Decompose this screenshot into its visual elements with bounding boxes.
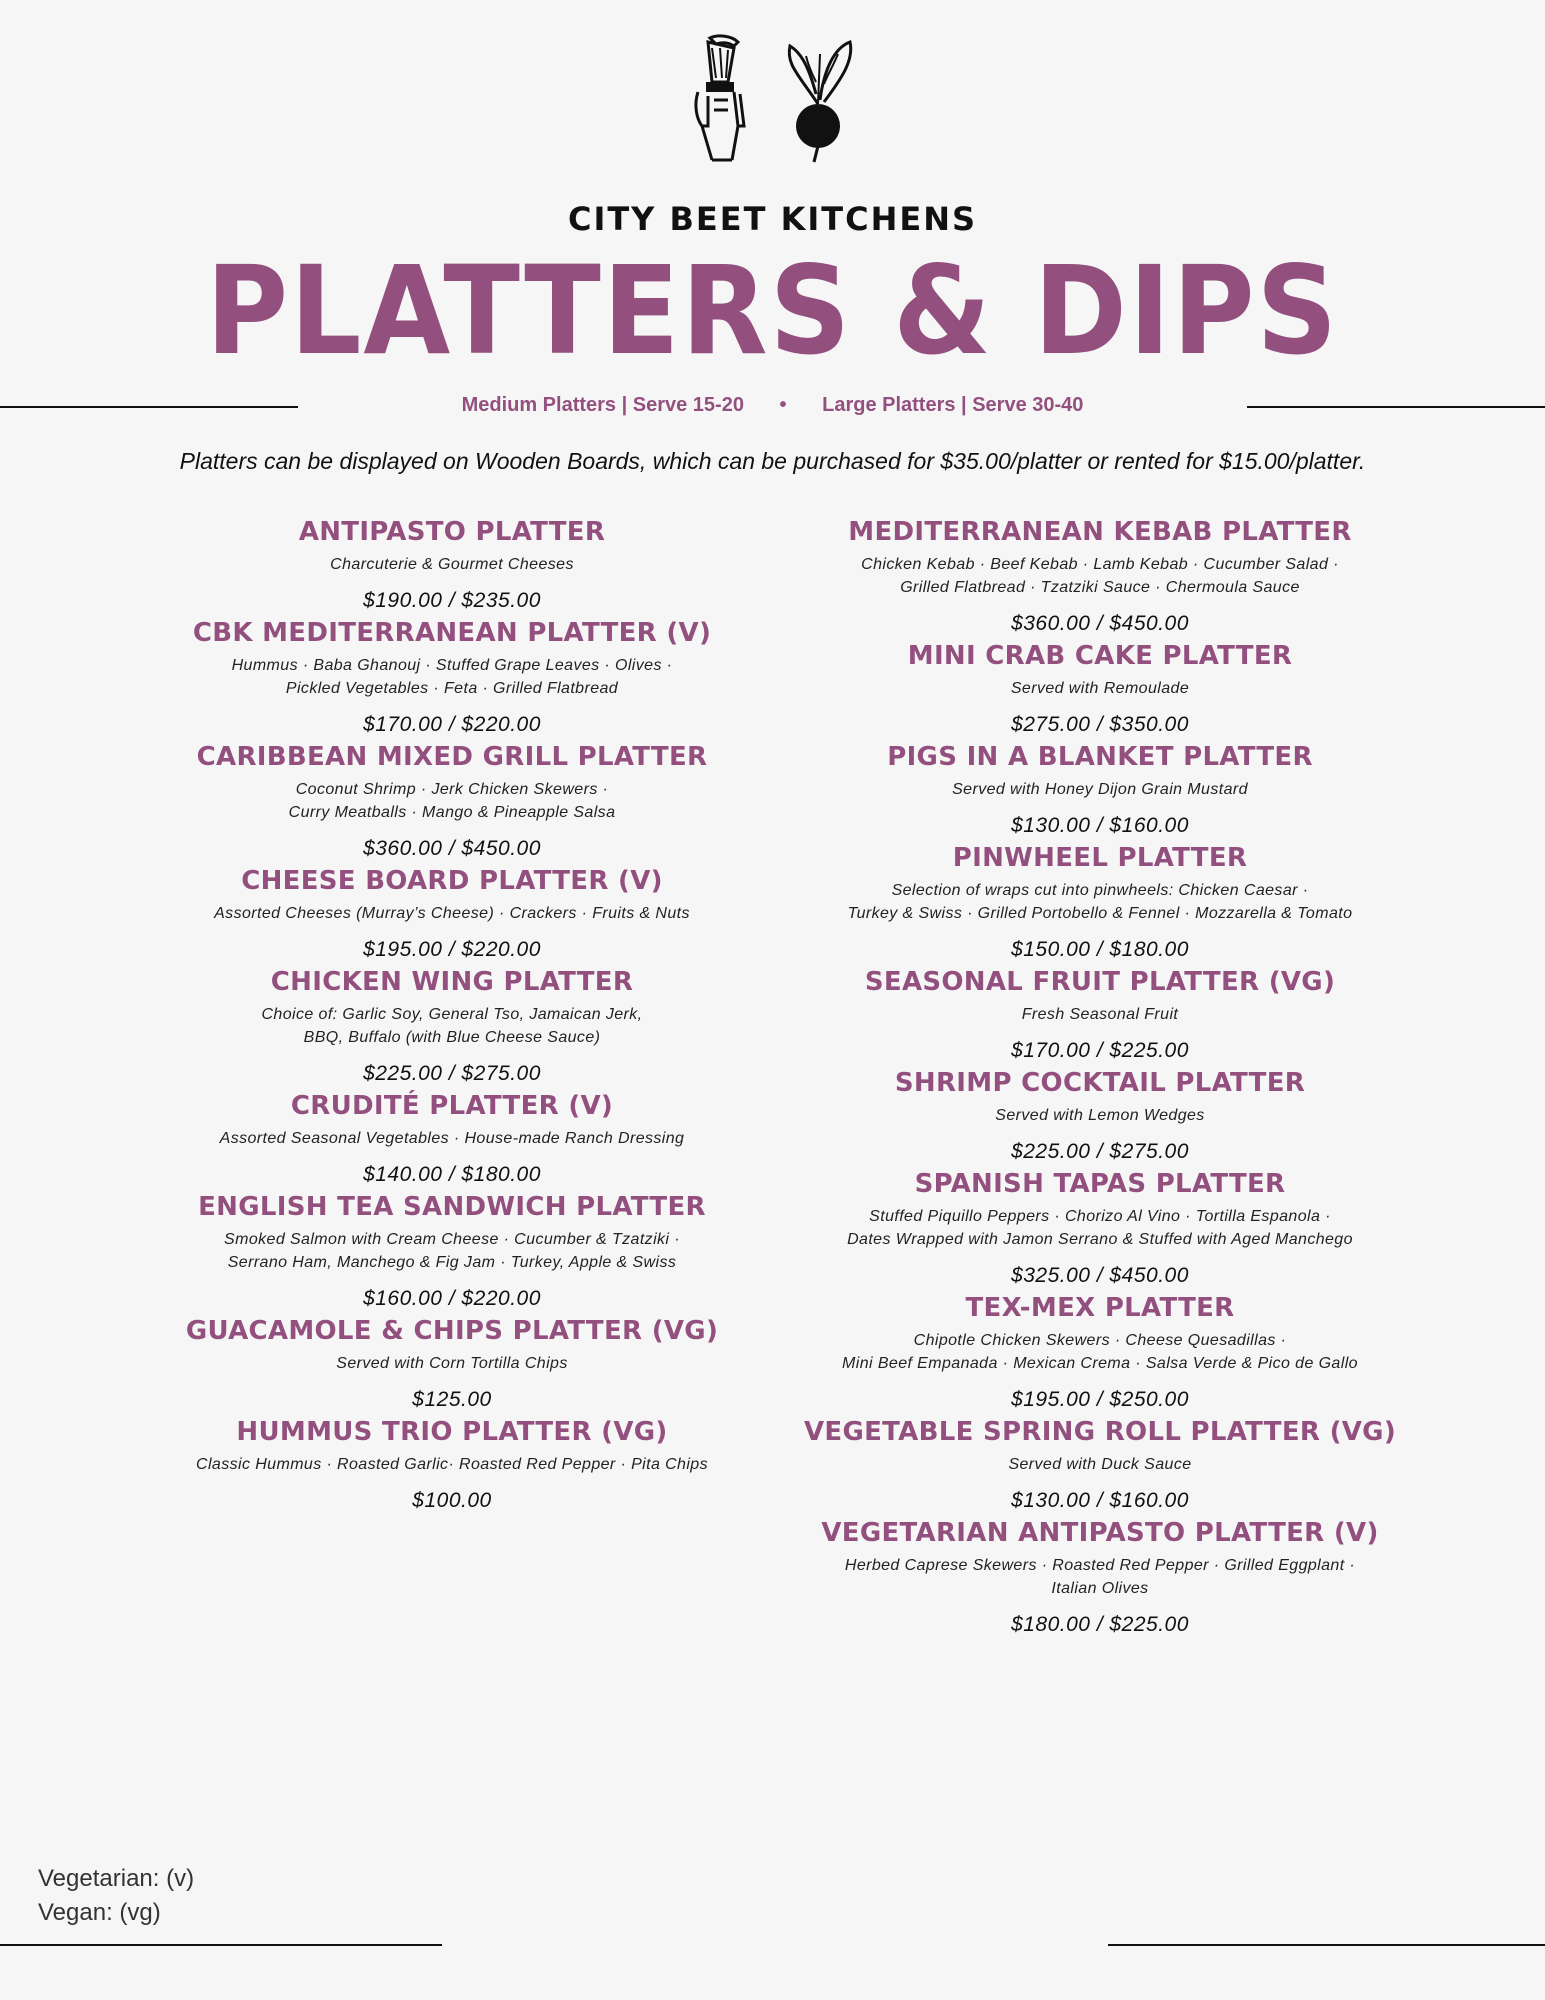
item-description xyxy=(770,778,1430,801)
beet-icon xyxy=(778,34,858,164)
item-description xyxy=(770,1104,1430,1127)
item-description-line: Curry Meatballs · Mango & Pineapple Salsa xyxy=(288,804,616,821)
item-description-line: Stuffed Piquillo Peppers · Chorizo Al Vino · Tortilla Espanola · xyxy=(869,1208,1331,1225)
page-title: PLATTERS & DIPS xyxy=(205,240,1340,382)
menu-item xyxy=(122,1190,782,1314)
item-price: $125.00 xyxy=(412,1388,492,1411)
menu-item xyxy=(770,1516,1430,1640)
item-name: HUMMUS TRIO PLATTER (VG) xyxy=(236,1417,668,1447)
serving-sizes xyxy=(0,394,1545,417)
item-description xyxy=(122,1003,782,1049)
item-description xyxy=(122,553,782,576)
item-description xyxy=(122,902,782,925)
menu-item xyxy=(122,1415,782,1516)
item-price: $360.00 / $450.00 xyxy=(363,837,541,860)
item-description-line: Herbed Caprese Skewers · Roasted Red Pepper · Grilled Eggplant · xyxy=(844,1557,1356,1574)
legend-vegetarian: Vegetarian: (v) xyxy=(38,1865,195,1892)
item-name: CBK MEDITERRANEAN PLATTER (V) xyxy=(192,618,712,648)
item-price: $275.00 / $350.00 xyxy=(1011,713,1189,736)
item-description-line: Classic Hummus · Roasted Garlic· Roasted Red Pepper · Pita Chips xyxy=(196,1456,708,1473)
item-description-line: Chipotle Chicken Skewers · Cheese Quesadillas · xyxy=(913,1332,1287,1349)
item-description-line: Selection of wraps cut into pinwheels: Chicken Caesar · xyxy=(891,882,1309,899)
item-description-line: Italian Olives xyxy=(1051,1580,1149,1597)
item-description xyxy=(122,778,782,824)
torch-hand-icon xyxy=(688,34,758,164)
legend-vegan: Vegan: (vg) xyxy=(38,1899,161,1926)
item-name: CHEESE BOARD PLATTER (V) xyxy=(241,866,663,896)
menu-item xyxy=(122,965,782,1089)
item-name: ENGLISH TEA SANDWICH PLATTER xyxy=(198,1192,706,1222)
item-description-line: Served with Remoulade xyxy=(1010,680,1190,697)
item-price: $225.00 / $275.00 xyxy=(363,1062,541,1085)
menu-item xyxy=(770,740,1430,841)
item-description-line: Smoked Salmon with Cream Cheese · Cucumber & Tzatziki · xyxy=(224,1231,680,1248)
item-description-line: Hummus · Baba Ghanouj · Stuffed Grape Leaves · Olives · xyxy=(231,657,673,674)
diet-legend xyxy=(38,1862,194,1930)
wooden-board-notice: Platters can be displayed on Wooden Boards, which can be purchased for $35.00/platter or rented for $15.00/platter. xyxy=(179,448,1366,474)
item-price: $150.00 / $180.00 xyxy=(1011,938,1189,961)
item-description xyxy=(122,1127,782,1150)
item-description xyxy=(770,553,1430,599)
medium-size: Medium Platters | Serve 15-20 xyxy=(461,394,744,416)
menu-item xyxy=(770,1066,1430,1167)
item-description-line: Mini Beef Empanada · Mexican Crema · Salsa Verde & Pico de Gallo xyxy=(842,1355,1358,1372)
item-description-line: Charcuterie & Gourmet Cheeses xyxy=(330,556,574,573)
item-description-line: Assorted Cheeses (Murray’s Cheese) · Crackers · Fruits & Nuts xyxy=(214,905,690,922)
item-description-line: Served with Lemon Wedges xyxy=(995,1107,1205,1124)
item-name: GUACAMOLE & CHIPS PLATTER (VG) xyxy=(185,1316,719,1346)
menu-column-right xyxy=(770,515,1430,1640)
item-price: $160.00 / $220.00 xyxy=(363,1287,541,1310)
menu-item xyxy=(122,515,782,616)
item-description xyxy=(122,1228,782,1274)
item-name: SEASONAL FRUIT PLATTER (VG) xyxy=(864,967,1336,997)
item-name: CRUDITÉ PLATTER (V) xyxy=(290,1091,614,1121)
menu-item xyxy=(770,1167,1430,1291)
item-description-line: Grilled Flatbread · Tzatziki Sauce · Chermoula Sauce xyxy=(900,579,1300,596)
large-size: Large Platters | Serve 30-40 xyxy=(822,394,1084,416)
item-price: $195.00 / $250.00 xyxy=(1011,1388,1189,1411)
item-name: PIGS IN A BLANKET PLATTER xyxy=(887,742,1313,772)
item-price: $225.00 / $275.00 xyxy=(1011,1140,1189,1163)
item-description xyxy=(122,1453,782,1476)
item-description xyxy=(770,1453,1430,1476)
item-price: $195.00 / $220.00 xyxy=(363,938,541,961)
item-description-line: Choice of: Garlic Soy, General Tso, Jamaican Jerk, xyxy=(261,1006,643,1023)
item-description xyxy=(770,677,1430,700)
item-price: $130.00 / $160.00 xyxy=(1011,1489,1189,1512)
item-description-line: Chicken Kebab · Beef Kebab · Lamb Kebab · Cucumber Salad · xyxy=(861,556,1339,573)
item-description xyxy=(770,1205,1430,1251)
menu-item xyxy=(122,740,782,864)
item-description-line: Fresh Seasonal Fruit xyxy=(1021,1006,1179,1023)
item-price: $190.00 / $235.00 xyxy=(363,589,541,612)
item-description-line: Served with Duck Sauce xyxy=(1008,1456,1192,1473)
menu-item xyxy=(122,1314,782,1415)
item-name: PINWHEEL PLATTER xyxy=(952,843,1248,873)
menu-item xyxy=(770,639,1430,740)
item-description-line: Served with Corn Tortilla Chips xyxy=(336,1355,568,1372)
divider-bottom-right xyxy=(1108,1944,1545,1946)
item-description xyxy=(770,879,1430,925)
item-description xyxy=(770,1329,1430,1375)
menu-item xyxy=(122,616,782,740)
item-name: VEGETABLE SPRING ROLL PLATTER (VG) xyxy=(803,1417,1396,1447)
menu-item xyxy=(122,1089,782,1190)
menu-item xyxy=(770,1415,1430,1516)
menu-item xyxy=(770,1291,1430,1415)
menu-item xyxy=(770,965,1430,1066)
item-description xyxy=(770,1554,1430,1600)
brand-name: CITY BEET KITCHENS xyxy=(567,200,978,238)
item-description-line: BBQ, Buffalo (with Blue Cheese Sauce) xyxy=(303,1029,601,1046)
menu-item xyxy=(770,841,1430,965)
item-name: MEDITERRANEAN KEBAB PLATTER xyxy=(848,517,1352,547)
item-price: $130.00 / $160.00 xyxy=(1011,814,1189,837)
item-price: $170.00 / $225.00 xyxy=(1011,1039,1189,1062)
item-name: CARIBBEAN MIXED GRILL PLATTER xyxy=(196,742,708,772)
menu-item xyxy=(122,864,782,965)
item-description-line: Served with Honey Dijon Grain Mustard xyxy=(952,781,1248,798)
item-description-line: Turkey & Swiss · Grilled Portobello & Fennel · Mozzarella & Tomato xyxy=(847,905,1353,922)
item-description xyxy=(122,654,782,700)
item-description-line: Serrano Ham, Manchego & Fig Jam · Turkey, Apple & Swiss xyxy=(227,1254,677,1271)
divider-bottom-left xyxy=(0,1944,442,1946)
item-price: $100.00 xyxy=(412,1489,492,1512)
item-description xyxy=(122,1352,782,1375)
item-price: $140.00 / $180.00 xyxy=(363,1163,541,1186)
size-separator: • xyxy=(779,394,787,416)
item-price: $325.00 / $450.00 xyxy=(1011,1264,1189,1287)
item-description xyxy=(770,1003,1430,1026)
item-description-line: Coconut Shrimp · Jerk Chicken Skewers · xyxy=(295,781,609,798)
item-price: $170.00 / $220.00 xyxy=(363,713,541,736)
item-description-line: Dates Wrapped with Jamon Serrano & Stuffed with Aged Manchego xyxy=(847,1231,1353,1248)
logo xyxy=(0,34,1545,238)
item-price: $360.00 / $450.00 xyxy=(1011,612,1189,635)
item-name: ANTIPASTO PLATTER xyxy=(298,517,606,547)
item-name: TEX-MEX PLATTER xyxy=(965,1293,1235,1323)
item-name: VEGETARIAN ANTIPASTO PLATTER (V) xyxy=(821,1518,1379,1548)
menu-column-left xyxy=(122,515,782,1516)
item-name: MINI CRAB CAKE PLATTER xyxy=(907,641,1293,671)
item-name: SHRIMP COCKTAIL PLATTER xyxy=(894,1068,1306,1098)
item-name: CHICKEN WING PLATTER xyxy=(270,967,634,997)
menu-item xyxy=(770,515,1430,639)
item-price: $180.00 / $225.00 xyxy=(1011,1613,1189,1636)
item-description-line: Assorted Seasonal Vegetables · House-made Ranch Dressing xyxy=(219,1130,685,1147)
item-name: SPANISH TAPAS PLATTER xyxy=(914,1169,1286,1199)
item-description-line: Pickled Vegetables · Feta · Grilled Flatbread xyxy=(285,680,619,697)
